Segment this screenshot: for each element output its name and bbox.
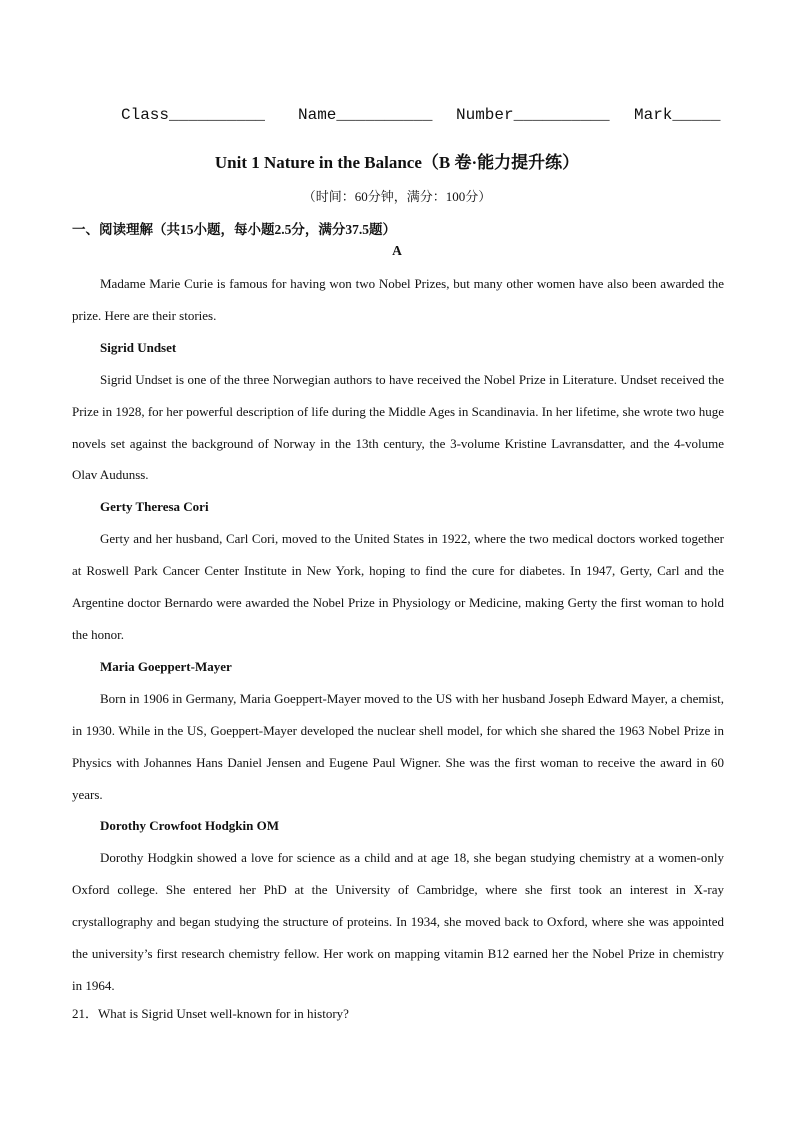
passage-letter: A	[392, 243, 402, 258]
person-heading-hodgkin: Dorothy Crowfoot Hodgkin OM	[100, 818, 279, 834]
person-heading-goeppert-mayer: Maria Goeppert-Mayer	[100, 658, 232, 674]
person-text-goeppert-mayer: Born in 1906 in Germany, Maria Goeppert-Mayer moved to the US with her husband Joseph Edward Mayer, a chemist, in 1930. While in the US, Goeppert-Mayer developed the nuclear shell model, for which she shared the 1963 Nobel Prize in Physics with Johannes Hans Daniel Jensen and Eugene Paul Wigner. She was the first woman to receive the award in 60 years.	[72, 690, 724, 802]
mark-field[interactable]: Mark_____	[634, 106, 721, 124]
passage-intro: Madame Marie Curie is famous for having won two Nobel Prizes, but many other women have also been awarded the prize. Here are their stories.	[72, 276, 724, 323]
person-text-hodgkin: Dorothy Hodgkin showed a love for science as a child and at age 18, she began studying chemistry at a women-only Oxford college. She entered her PhD at the University of Cambridge, where she first took an interest in X-ray crystallography and began studying the structure of proteins. In 1934, she moved back to Oxford, where she was appointed the university’s first research chemistry fellow. Her work on mapping vitamin B12 earned her the Nobel Prize in chemistry in 1964.	[72, 850, 724, 993]
person-text-undset: Sigrid Undset is one of the three Norwegian authors to have received the Nobel Prize in Literature. Undset received the Prize in 1928, for her powerful description of life during the Middle Ages in Scandinavia. In her lifetime, she wrote two huge novels set against the background of Norway in the 13th century, the 3-volume Kristine Lavransdatter, and the 4-volume Olav Audunss.	[72, 371, 724, 483]
number-field[interactable]: Number__________	[456, 106, 610, 124]
passage-body	[72, 268, 724, 1002]
page-title: Unit 1 Nature in the Balance（B 卷·能力提升练）	[214, 153, 580, 172]
class-field[interactable]: Class__________	[121, 106, 266, 124]
person-heading-cori: Gerty Theresa Cori	[100, 499, 209, 515]
name-field[interactable]: Name__________	[298, 106, 433, 124]
question-21: 21．What is Sigrid Unset well-known for in history?	[72, 1006, 349, 1021]
person-text-cori: Gerty and her husband, Carl Cori, moved to the United States in 1922, where the two medical doctors worked together at Roswell Park Cancer Center Institute in New York, hoping to find the cure for diabetes. In 1947, Gerty, Carl and the Argentine doctor Bernardo were awarded the Nobel Prize in Physiology or Medicine, making Gerty the first woman to hold the honor.	[72, 531, 724, 642]
section-heading: 一、阅读理解（共15小题，每小题2.5分，满分37.5题）	[72, 222, 396, 237]
person-heading-undset: Sigrid Undset	[100, 339, 177, 355]
exam-info: （时间：60分钟，满分：100分）	[302, 189, 492, 204]
